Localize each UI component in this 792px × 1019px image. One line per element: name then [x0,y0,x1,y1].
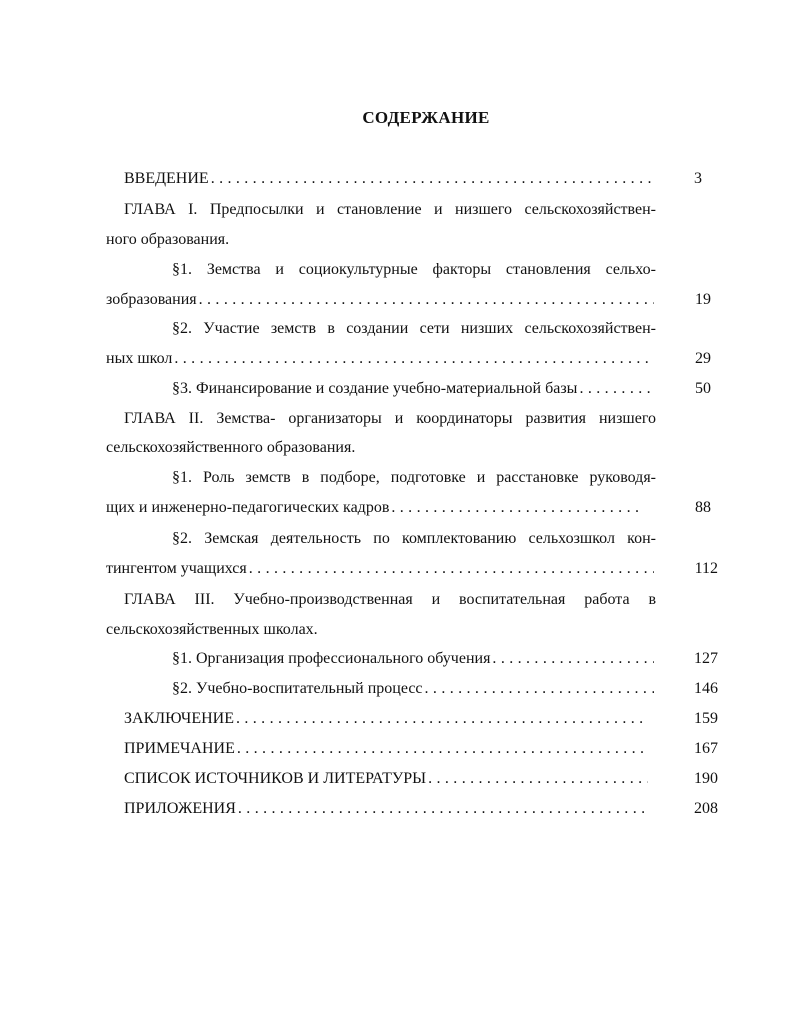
toc-ch3-section-1 [172,648,660,670]
toc-entry-text: тингентом учащихся [106,560,247,577]
toc-chapter-1-line-2: ного образования. [106,231,230,248]
leader-dots [492,648,654,670]
leader-dots [174,348,654,370]
toc-ch2-section-2-line-1: §2. Земская деятельность по комплектованию сельхозшкол кон- [172,530,656,547]
toc-page-number: 190 [694,770,718,787]
toc-chapter-2-line-2: сельскохозяйственного образования. [106,439,356,456]
toc-ch2-section-1-line-2 [106,497,648,519]
toc-entry-text: §2. Учебно-воспитательный процесс [172,680,423,697]
leader-dots [428,768,648,790]
toc-entry-text: СПИСОК ИСТОЧНИКОВ И ЛИТЕРАТУРЫ [124,770,427,787]
toc-entry-appendix [124,798,650,820]
toc-entry-notes [124,738,654,760]
toc-page-number: 112 [694,560,718,577]
toc-ch2-section-1-line-1: §1. Роль земств в подборе, подготовке и расстановке руководя- [172,469,656,486]
leader-dots [211,168,654,190]
toc-page-number: 159 [694,710,718,727]
toc-page-number: 29 [695,350,711,367]
toc-ch1-section-2-line-2 [106,348,660,370]
toc-entry-conclusion [124,708,650,730]
toc-page-number: 50 [695,380,711,397]
leader-dots [579,378,654,400]
toc-ch3-section-2 [172,678,660,700]
toc-chapter-3-line-1: ГЛАВА III. Учебно-производственная и воспитательная работа в [124,591,656,608]
toc-entry-text: §1. Организация профессионального обучения [172,650,491,667]
toc-ch1-section-3 [172,378,660,400]
toc-chapter-2-line-1: ГЛАВА II. Земства- организаторы и координаторы развития низшего [124,410,656,427]
toc-ch2-section-2-line-2 [106,558,660,580]
toc-entry-text: ных школ [106,350,173,367]
toc-ch1-section-2-line-1: §2. Участие земств в создании сети низших сельскохозяйствен- [172,320,656,337]
toc-entry-text: §3. Финансирование и создание учебно-материальной базы [172,380,578,397]
toc-chapter-3-line-2: сельскохозяйственных школах. [106,621,318,638]
toc-entry-text: зобразования [106,291,197,308]
leader-dots [238,798,644,820]
toc-entry-text: ЗАКЛЮЧЕНИЕ [124,710,234,727]
toc-page-number: 208 [694,800,718,817]
toc-ch1-section-1-line-1: §1. Земства и социокультурные факторы становления сельхо- [172,261,656,278]
leader-dots [237,738,648,760]
toc-page-number: 3 [694,170,702,187]
toc-page-number: 88 [695,499,711,516]
page-title: СОДЕРЖАНИЕ [362,108,490,127]
toc-entry-text: щих и инженерно-педагогических кадров [106,499,390,516]
toc-page-number: 146 [694,680,718,697]
leader-dots [236,708,644,730]
leader-dots [425,678,654,700]
toc-page-number: 127 [694,650,718,667]
toc-entry-text: ПРИЛОЖЕНИЯ [124,800,236,817]
toc-entry-text: ПРИМЕЧАНИЕ [124,740,235,757]
leader-dots [199,289,654,311]
toc-page-number: 19 [695,291,711,308]
toc-entry-sources [124,768,654,790]
toc-chapter-1-line-1: ГЛАВА I. Предпосылки и становление и низшего сельскохозяйствен- [124,201,656,218]
toc-page-number: 167 [694,740,718,757]
toc-ch1-section-1-line-2 [106,289,660,311]
leader-dots [249,558,654,580]
toc-entry-text: ВВЕДЕНИЕ [124,170,209,187]
toc-entry-intro [124,168,660,190]
leader-dots [391,497,642,519]
